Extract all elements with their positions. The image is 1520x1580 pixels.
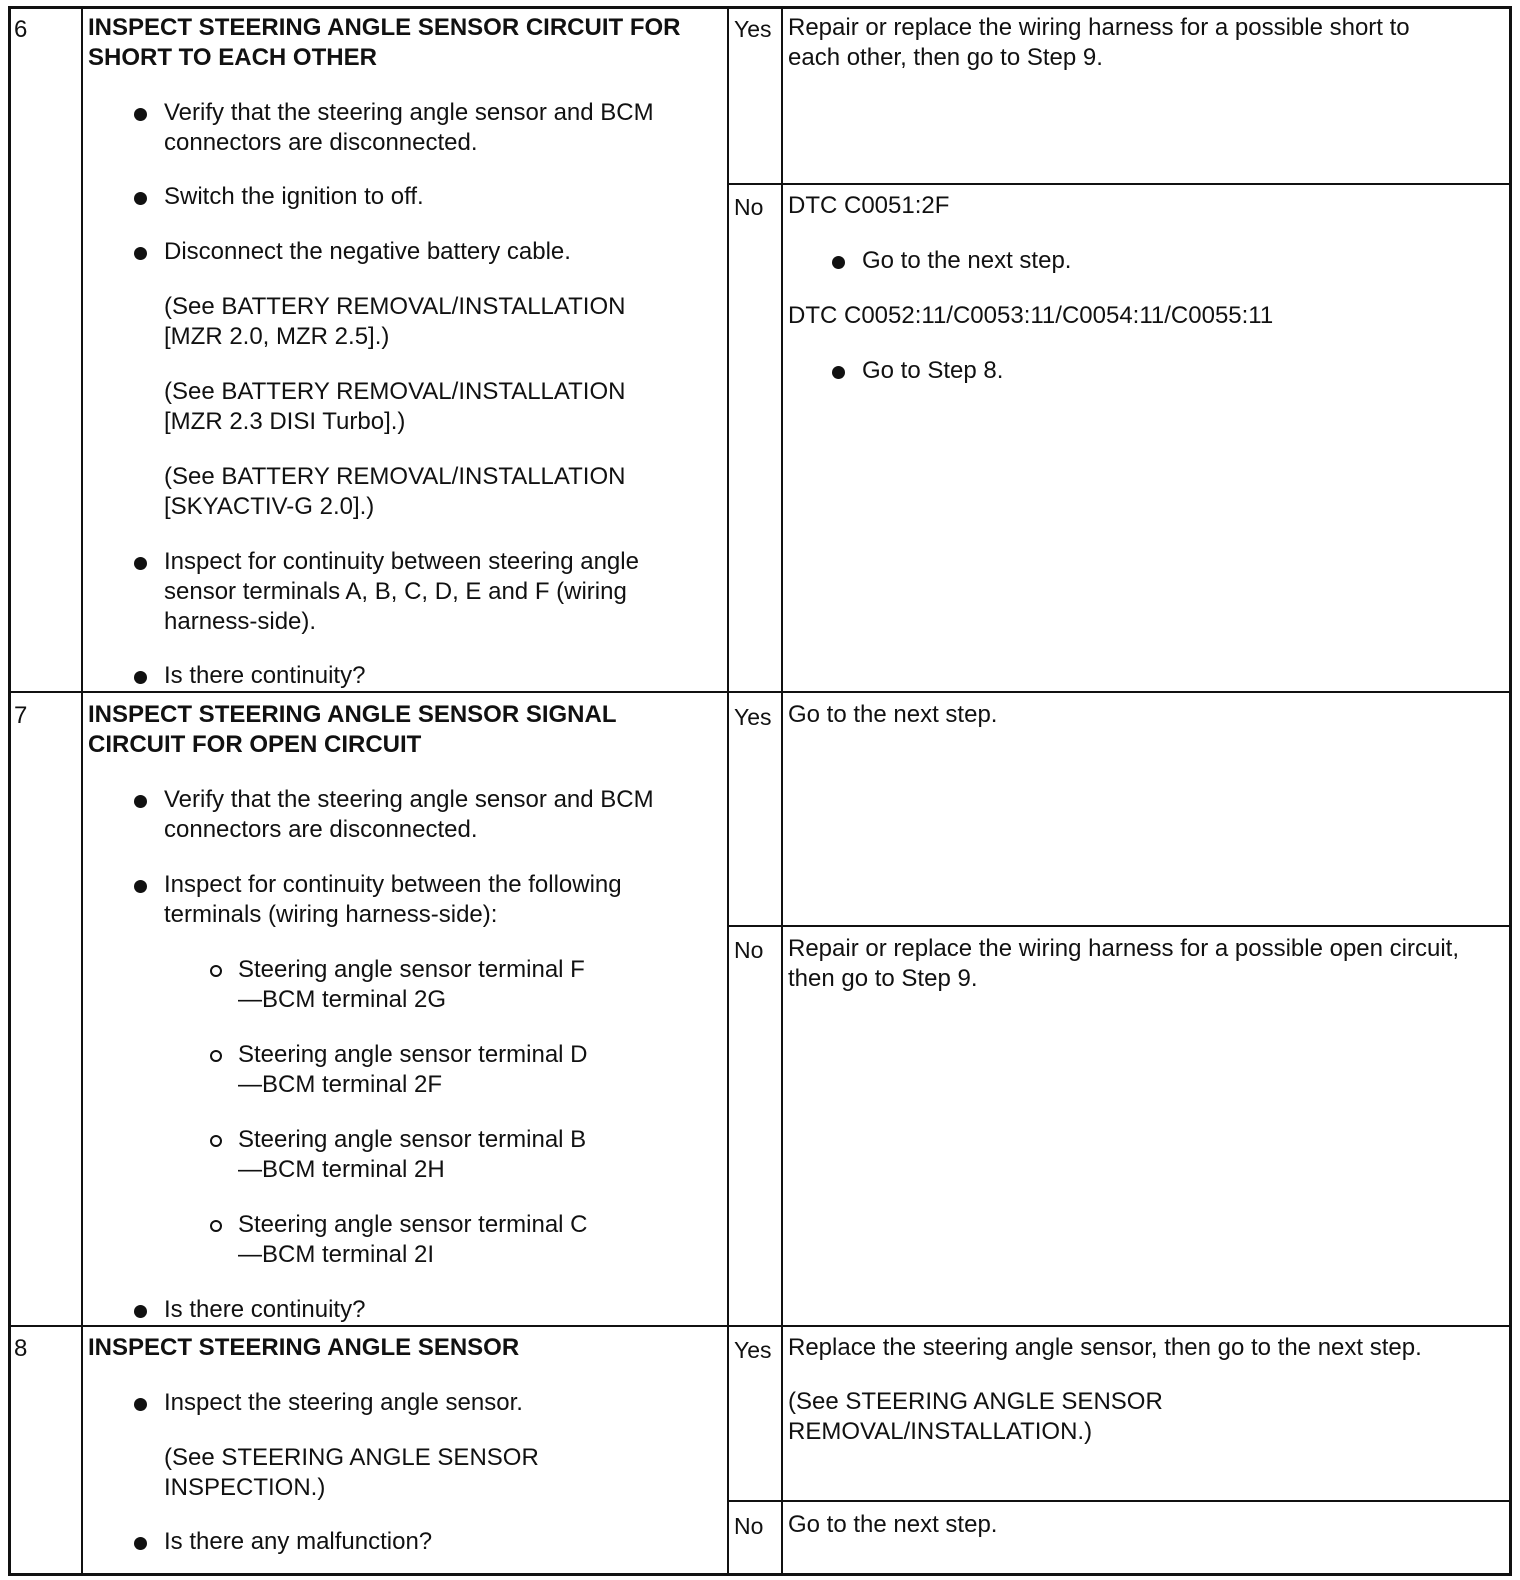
circle-bullet-icon (210, 1135, 222, 1147)
circle-bullet-icon (210, 1220, 222, 1232)
step-number-text: 8 (14, 1335, 28, 1362)
dtc-code: DTC C0051:2F (788, 192, 950, 219)
bullet-icon (134, 247, 147, 260)
no-label: No (734, 937, 764, 963)
no-label: No (734, 194, 764, 220)
step-number (10, 10, 80, 45)
column-divider (81, 6, 83, 1576)
reference-text: (See BATTERY REMOVAL/INSTALLATION [SKYACTIV-G 2.0].) (164, 463, 626, 520)
column-divider (781, 6, 783, 1576)
bullet-item: Inspect the steering angle sensor. (88, 1388, 724, 1418)
bullet-item: Switch the ignition to off. (88, 182, 724, 212)
bullet-item: Is there any malfunction? (88, 1527, 724, 1557)
step-number-text: 7 (14, 702, 28, 729)
bullet-item: Go to the next step. (788, 246, 1488, 276)
reference-text: (See BATTERY REMOVAL/INSTALLATION [MZR 2.0, MZR 2.5].) (164, 293, 626, 350)
bullet-icon (134, 795, 147, 808)
no-action (788, 191, 1488, 386)
step-title-line: SHORT TO EACH OTHER (88, 44, 377, 71)
row-divider (8, 1325, 1512, 1327)
step-title: INSPECT STEERING ANGLE SENSOR (88, 1334, 520, 1361)
yes-label: Yes (734, 16, 772, 42)
yes-no-divider (727, 1500, 1512, 1502)
sub-item: Steering angle sensor terminal C—BCM terminal 2I (88, 1210, 608, 1270)
yes-action (788, 1333, 1488, 1447)
bullet-item: Disconnect the negative battery cable. (88, 237, 724, 267)
bullet-icon (134, 1398, 147, 1411)
no-label: No (734, 1513, 764, 1539)
bullet-item: Is there continuity? (88, 1295, 724, 1325)
step-title-line: INSPECT STEERING ANGLE SENSOR SIGNAL (88, 701, 617, 728)
reference-text: (See STEERING ANGLE SENSOR REMOVAL/INSTALLATION.) (788, 1388, 1163, 1445)
yes-label: Yes (734, 704, 772, 730)
circle-bullet-icon (210, 1050, 222, 1062)
step-7-procedure (88, 700, 724, 1325)
yes-label: Yes (734, 1337, 772, 1363)
bullet-item: Is there continuity? (88, 661, 724, 691)
bullet-item: Go to Step 8. (788, 356, 1488, 386)
yes-no-divider (727, 925, 1512, 927)
sub-item: Steering angle sensor terminal F—BCM terminal 2G (88, 955, 608, 1015)
yes-no-divider (727, 183, 1512, 185)
step-title (88, 13, 724, 73)
bullet-icon (134, 192, 147, 205)
step-title (88, 700, 724, 760)
bullet-item: Verify that the steering angle sensor and BCM connectors are disconnected. (88, 785, 684, 845)
bullet-icon (134, 557, 147, 570)
bullet-icon (832, 366, 845, 379)
bullet-item: Verify that the steering angle sensor and BCM connectors are disconnected. (88, 98, 684, 158)
step-title-line: INSPECT STEERING ANGLE SENSOR CIRCUIT FOR (88, 14, 681, 41)
bullet-icon (134, 880, 147, 893)
circle-bullet-icon (210, 965, 222, 977)
yes-action: Repair or replace the wiring harness for a possible short to each other, then go to Step 9. (788, 14, 1410, 71)
bullet-icon (134, 671, 147, 684)
no-action: Repair or replace the wiring harness for a possible open circuit, then go to Step 9. (788, 935, 1460, 992)
bullet-icon (134, 1305, 147, 1318)
step-title-line: CIRCUIT FOR OPEN CIRCUIT (88, 731, 422, 758)
step-number (10, 696, 80, 731)
sub-item: Steering angle sensor terminal D—BCM terminal 2F (88, 1040, 608, 1100)
bullet-icon (832, 256, 845, 269)
sub-item: Steering angle sensor terminal B—BCM terminal 2H (88, 1125, 608, 1185)
step-number-text: 6 (14, 16, 28, 43)
yes-action: Go to the next step. (788, 701, 998, 728)
bullet-icon (134, 108, 147, 121)
step-6-procedure (88, 13, 724, 691)
bullet-item: Inspect for continuity between the following terminals (wiring harness-side): (88, 870, 664, 930)
no-action: Go to the next step. (788, 1511, 998, 1538)
bullet-item: Inspect for continuity between steering angle sensor terminals A, B, C, D, E and F (wiring harness-side). (88, 547, 664, 637)
step-8-procedure (88, 1333, 724, 1557)
dtc-code: DTC C0052:11/C0053:11/C0054:11/C0055:11 (788, 302, 1274, 329)
reference-text: (See BATTERY REMOVAL/INSTALLATION [MZR 2.3 DISI Turbo].) (164, 378, 626, 435)
row-divider (8, 691, 1512, 693)
step-number (10, 1329, 80, 1364)
yes-action-text: Replace the steering angle sensor, then go to the next step. (788, 1334, 1422, 1361)
reference-text: (See STEERING ANGLE SENSOR INSPECTION.) (164, 1444, 539, 1501)
bullet-icon (134, 1537, 147, 1550)
